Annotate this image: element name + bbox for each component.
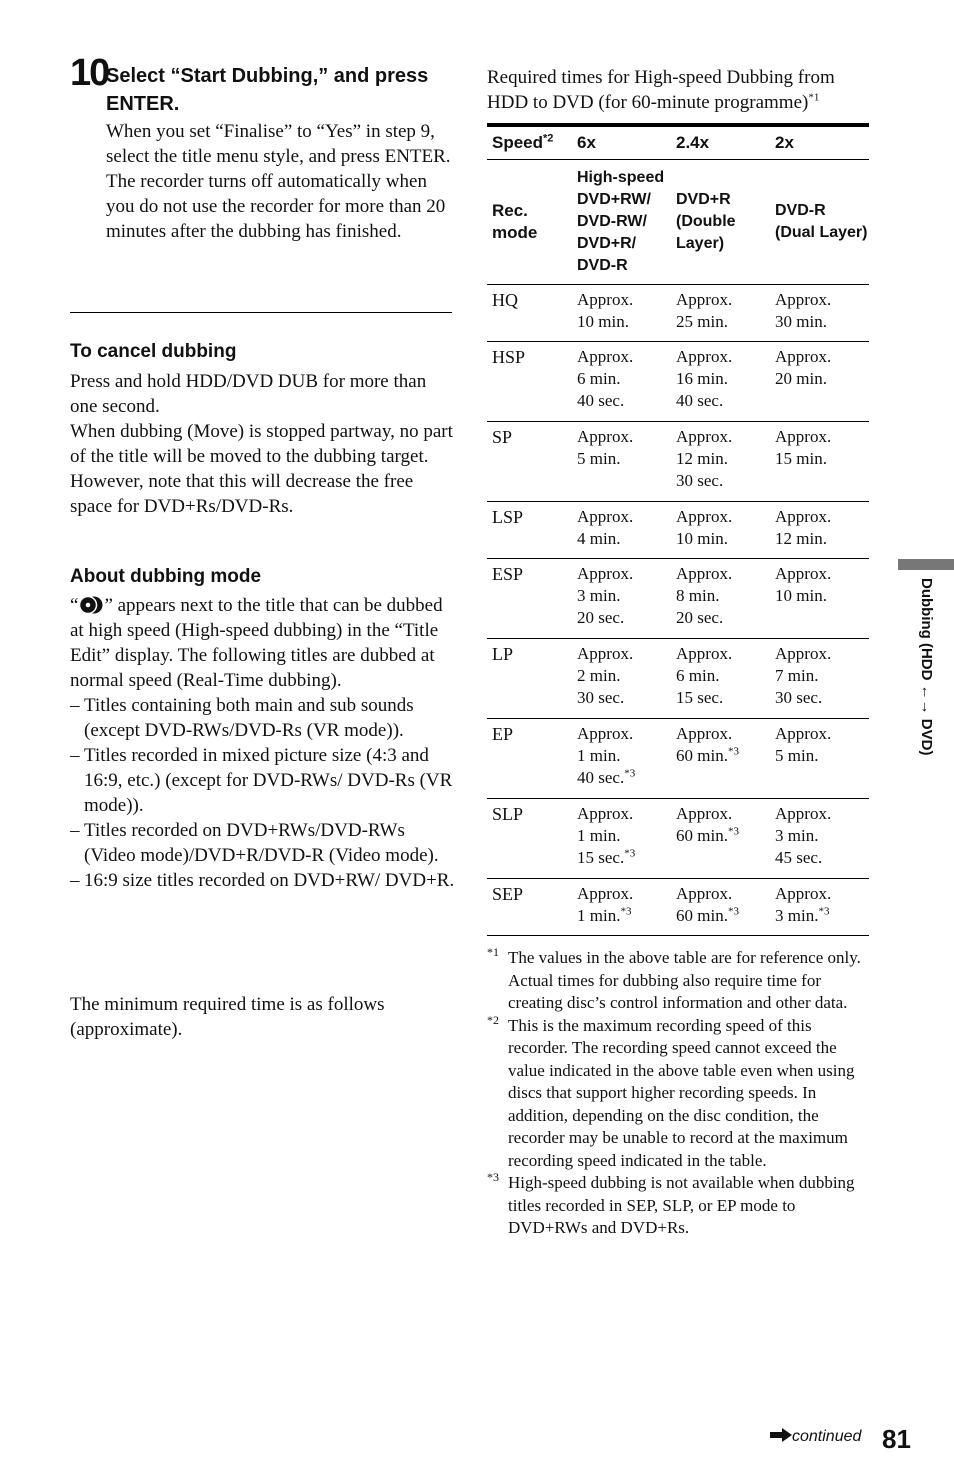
- time-value: Approx. 4 min.: [577, 507, 634, 548]
- rec-mode-cell: LSP: [487, 502, 572, 559]
- time-footnote-mark: *3: [624, 767, 636, 780]
- time-value: Approx. 3 min.: [775, 884, 832, 925]
- time-value: Approx. 20 min.: [775, 347, 832, 388]
- table-row: [487, 285, 869, 342]
- time-value: Approx. 60 min.: [676, 804, 733, 845]
- time-cell: [671, 719, 770, 799]
- table-row: [487, 799, 869, 879]
- time-value: Approx. 1 min. 40 sec.: [577, 724, 634, 787]
- table-caption: [487, 65, 872, 115]
- cancel-dubbing-heading: To cancel dubbing: [70, 341, 237, 362]
- media-label: DVD-R (Dual Layer): [775, 202, 868, 241]
- step-body: [106, 119, 456, 244]
- footnotes: [487, 947, 872, 1240]
- list-dash: –: [70, 695, 80, 716]
- speed-footnote-mark: *2: [543, 132, 554, 145]
- time-cell: [572, 285, 671, 342]
- time-value: Approx. 60 min.: [676, 724, 733, 765]
- time-value: Approx. 3 min. 45 sec.: [775, 804, 832, 867]
- rec-mode-cell: ESP: [487, 559, 572, 639]
- rec-mode-cell: EP: [487, 719, 572, 799]
- time-cell: [770, 285, 869, 342]
- side-tab: [915, 578, 935, 778]
- list-dash: –: [70, 745, 80, 766]
- list-item-text: Titles recorded in mixed picture size (4:3 and 16:9, etc.) (except for DVD-RWs/ DVD-Rs (VR mode)).: [84, 745, 453, 816]
- list-item-text: Titles recorded on DVD+RWs/DVD-RWs (Video mode)/DVD+R/DVD-R (Video mode).: [84, 820, 439, 866]
- time-value: Approx. 30 min.: [775, 290, 832, 331]
- time-value: Approx. 16 min. 40 sec.: [676, 347, 733, 410]
- time-value: Approx. 10 min.: [775, 564, 832, 605]
- cancel-paragraph: When dubbing (Move) is stopped partway, no part of the title will be moved to the dubbing target. However, note that this will decrease the free space for DVD+Rs/DVD-Rs.: [70, 421, 453, 517]
- footnote-text: The values in the above table are for reference only. Actual times for dubbing also require time for creating disc’s control information and other data.: [508, 948, 861, 1012]
- footnote-mark: *1: [487, 945, 499, 959]
- time-cell: [671, 342, 770, 422]
- time-cell: [770, 422, 869, 502]
- footnote-mark: *3: [487, 1170, 499, 1184]
- list-item: [70, 818, 455, 868]
- time-value: Approx. 15 min.: [775, 427, 832, 468]
- time-value: Approx. 3 min. 20 sec.: [577, 564, 634, 627]
- media-cell: [671, 160, 770, 285]
- about-dubbing-mode-body: [70, 593, 455, 893]
- rec-mode-cell: HQ: [487, 285, 572, 342]
- table-row: [487, 559, 869, 639]
- footnote: [487, 947, 872, 1015]
- time-value: Approx. 8 min. 20 sec.: [676, 564, 733, 627]
- speed-label-cell: [487, 127, 572, 160]
- caption-footnote-mark: *1: [808, 91, 820, 104]
- time-value: Approx. 6 min. 40 sec.: [577, 347, 634, 410]
- footnote: [487, 1012, 872, 1173]
- table-row: [487, 422, 869, 502]
- time-cell: [572, 799, 671, 879]
- time-cell: [770, 559, 869, 639]
- footnote-text: This is the maximum recording speed of this recorder. The recording speed cannot exceed the value indicated in the above table even when using discs that support higher recording speeds. In addition, depending on the disc condition, the recorder may be unable to record at the maximum recording speed indicated in the table.: [508, 1015, 855, 1170]
- time-cell: [671, 502, 770, 559]
- media-label: High-speed DVD+RW/ DVD-RW/ DVD+R/ DVD-R: [577, 169, 665, 274]
- media-cell: [770, 160, 869, 285]
- time-cell: [770, 719, 869, 799]
- step-number: 10: [70, 52, 109, 94]
- time-cell: [671, 559, 770, 639]
- list-dash: –: [70, 870, 80, 891]
- section-divider: [70, 312, 452, 313]
- list-item: [70, 693, 455, 743]
- time-footnote-mark: *3: [727, 825, 739, 838]
- time-value: Approx. 1 min.: [577, 884, 634, 925]
- high-speed-dubbing-disc-icon: [78, 596, 104, 614]
- dubbing-time-table: [487, 127, 869, 936]
- rec-mode-cell: HSP: [487, 342, 572, 422]
- speed-cell: 2.4x: [671, 127, 770, 160]
- speed-header-row: [487, 127, 869, 160]
- footnote-text: High-speed dubbing is not available when dubbing titles recorded in SEP, SLP, or EP mode to DVD+RWs and DVD+Rs.: [508, 1173, 855, 1237]
- time-cell: [770, 799, 869, 879]
- media-label: DVD+R (Double Layer): [676, 191, 736, 252]
- step-paragraph: The recorder turns off automatically when you do not use the recorder for more than 20 minutes after the dubbing has finished.: [106, 171, 446, 242]
- media-header-row: [487, 160, 869, 285]
- time-cell: [671, 879, 770, 936]
- rec-mode-cell: LP: [487, 639, 572, 719]
- continued-text: continued: [792, 1428, 862, 1445]
- time-cell: [770, 639, 869, 719]
- real-time-dubbing-list: [70, 693, 455, 893]
- minimum-time-note: The minimum required time is as follows (approximate).: [70, 994, 385, 1040]
- rec-mode-cell: SEP: [487, 879, 572, 936]
- list-item-text: Titles containing both main and sub sounds (except DVD-RWs/DVD-Rs (VR mode)).: [84, 695, 414, 741]
- time-value: Approx. 10 min.: [577, 290, 634, 331]
- media-cell: [572, 160, 671, 285]
- side-tab-label: Dubbing (HDD ←→ DVD): [918, 578, 935, 756]
- about-mode-intro-text: ” appears next to the title that can be dubbed at high speed (High-speed dubbing) in the “Title Edit” display. The following titles are dubbed at normal speed (Real-Time dubbing).: [70, 595, 443, 691]
- side-tab-bar: [898, 559, 954, 570]
- time-cell: [572, 422, 671, 502]
- time-value: Approx. 25 min.: [676, 290, 733, 331]
- time-cell: [572, 502, 671, 559]
- time-footnote-mark: *3: [727, 745, 739, 758]
- time-footnote-mark: *3: [727, 905, 739, 918]
- table-row: [487, 342, 869, 422]
- cancel-paragraph: Press and hold HDD/DVD DUB for more than one second.: [70, 371, 427, 417]
- page-number: 81: [882, 1424, 911, 1454]
- time-value: Approx. 5 min.: [577, 427, 634, 468]
- cancel-dubbing-body: [70, 369, 455, 519]
- speed-cell: 6x: [572, 127, 671, 160]
- rec-mode-label: Rec. mode: [487, 160, 572, 285]
- time-value: Approx. 1 min. 15 sec.: [577, 804, 634, 867]
- step-title: Select “Start Dubbing,” and press ENTER.: [106, 65, 429, 115]
- time-cell: [671, 799, 770, 879]
- table-row: [487, 502, 869, 559]
- time-value: Approx. 12 min.: [775, 507, 832, 548]
- footnote: [487, 1172, 872, 1240]
- time-value: Approx. 10 min.: [676, 507, 733, 548]
- time-cell: [572, 639, 671, 719]
- footnote-mark: *2: [487, 1012, 499, 1027]
- time-cell: [572, 879, 671, 936]
- about-dubbing-mode-heading: About dubbing mode: [70, 566, 262, 587]
- time-value: Approx. 6 min. 15 sec.: [676, 644, 733, 707]
- speed-cell: 2x: [770, 127, 869, 160]
- time-footnote-mark: *3: [620, 905, 632, 918]
- step-paragraph: When you set “Finalise” to “Yes” in step 9, select the title menu style, and press ENTER.: [106, 121, 451, 167]
- time-value: Approx. 5 min.: [775, 724, 832, 765]
- table-row: [487, 719, 869, 799]
- time-cell: [671, 639, 770, 719]
- time-footnote-mark: *3: [818, 905, 830, 918]
- time-value: Approx. 60 min.: [676, 884, 733, 925]
- time-value: Approx. 7 min. 30 sec.: [775, 644, 832, 707]
- time-footnote-mark: *3: [624, 847, 636, 860]
- time-value: Approx. 2 min. 30 sec.: [577, 644, 634, 707]
- time-value: Approx. 12 min. 30 sec.: [676, 427, 733, 490]
- time-cell: [572, 719, 671, 799]
- time-cell: [572, 559, 671, 639]
- table-row: [487, 879, 869, 936]
- list-dash: –: [70, 820, 80, 841]
- list-item-text: 16:9 size titles recorded on DVD+RW/ DVD+R.: [84, 870, 455, 891]
- time-cell: [572, 342, 671, 422]
- time-cell: [671, 422, 770, 502]
- time-cell: [671, 285, 770, 342]
- about-mode-intro: [70, 593, 455, 693]
- rec-mode-cell: SP: [487, 422, 572, 502]
- list-item: [70, 868, 455, 893]
- quote-open: “: [70, 595, 79, 616]
- continued-indicator: [770, 1428, 861, 1446]
- list-item: [70, 743, 455, 818]
- time-cell: [770, 879, 869, 936]
- time-cell: [770, 502, 869, 559]
- speed-label: Speed: [492, 133, 544, 152]
- table-row: [487, 639, 869, 719]
- time-cell: [770, 342, 869, 422]
- table-caption-text: Required times for High-speed Dubbing from HDD to DVD (for 60-minute programme): [487, 67, 835, 113]
- arrow-right-icon: [770, 1428, 792, 1442]
- rec-mode-cell: SLP: [487, 799, 572, 879]
